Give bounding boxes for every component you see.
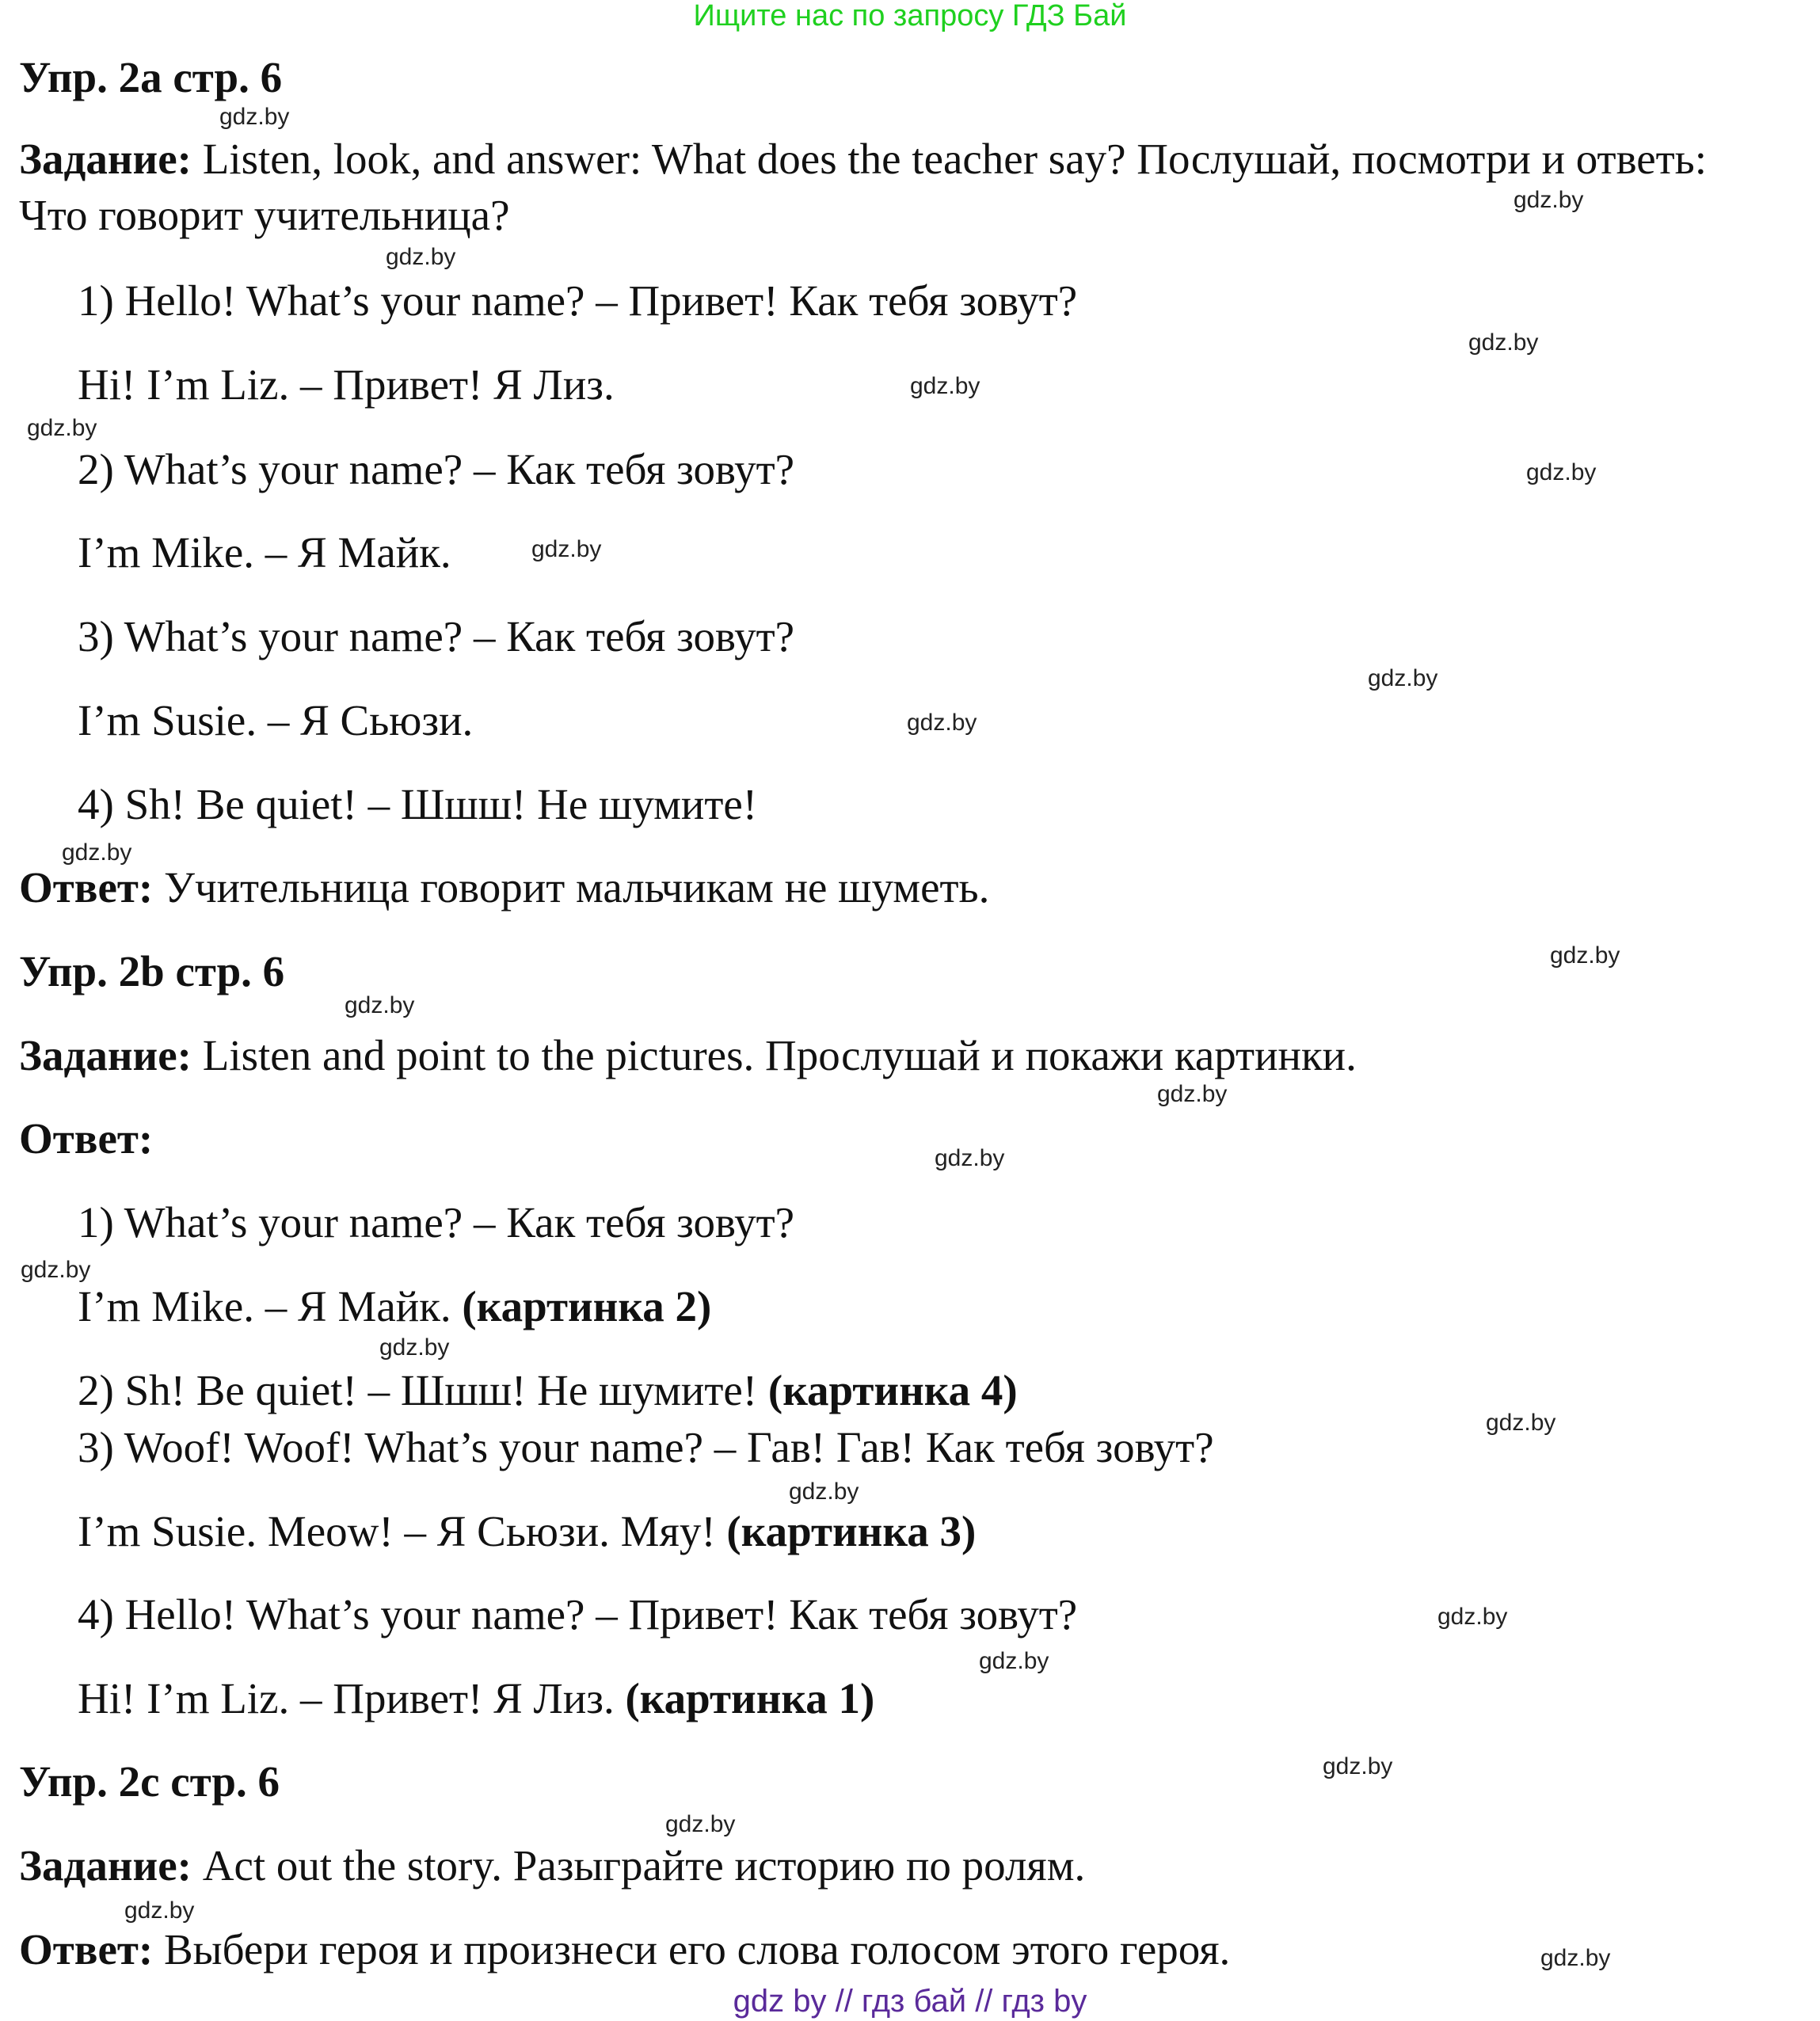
task-label: Задание: <box>19 1841 192 1890</box>
watermark: gdz.by <box>1540 1945 1611 1971</box>
exercise-2b-line-3 <box>78 1368 1018 1412</box>
exercise-2c-answer <box>19 1925 1231 1973</box>
exercise-2c-task <box>19 1841 1086 1890</box>
line-text: 3) Woof! Woof! What’s your name? – Гав! Гав! Как тебя зовут? <box>78 1423 1214 1471</box>
task-text: Act out the story. Разыграйте историю по ролям. <box>191 1841 1086 1890</box>
answer-text: Учительница говорит мальчикам не шуметь. <box>153 863 990 912</box>
watermark: gdz.by <box>979 1648 1049 1674</box>
exercise-2b-line-2 <box>78 1282 712 1330</box>
exercise-2c-title: Упр. 2c стр. 6 <box>19 1757 280 1806</box>
answer-label: Ответ: <box>19 1114 154 1163</box>
answer-label: Ответ: <box>19 1925 154 1973</box>
exercise-2b-line-1 <box>78 1198 795 1246</box>
line-text: 1) What’s your name? – Как тебя зовут? <box>78 1198 795 1246</box>
watermark: gdz.by <box>219 104 290 130</box>
exercise-2a-line-5: 3) What’s your name? – Как тебя зовут? <box>78 612 795 660</box>
watermark: gdz.by <box>1526 459 1597 485</box>
exercise-2a-line-6: I’m Susie. – Я Сьюзи. <box>78 696 474 744</box>
exercise-2a-task-continued: Что говорит учительница? <box>19 191 510 239</box>
exercise-2b-line-5 <box>78 1509 976 1553</box>
task-label: Задание: <box>19 135 192 183</box>
watermark: gdz.by <box>21 1257 91 1283</box>
picture-ref: (картинка 4) <box>767 1366 1018 1414</box>
line-text: Hi! I’m Liz. – Привет! Я Лиз. <box>78 1674 626 1722</box>
watermark: gdz.by <box>345 992 415 1018</box>
task-label: Задание: <box>19 1031 192 1079</box>
exercise-2a-line-1: 1) Hello! What’s your name? – Привет! Как тебя зовут? <box>78 276 1078 325</box>
watermark: gdz.by <box>907 710 977 736</box>
watermark: gdz.by <box>935 1145 1005 1171</box>
task-text: Listen, look, and answer: What does the teacher say? Послушай, посмотри и ответь: <box>191 135 1708 183</box>
answer-label: Ответ: <box>19 863 154 912</box>
exercise-2b-answer-label <box>19 1114 154 1163</box>
watermark: gdz.by <box>1157 1081 1228 1107</box>
line-text: 2) Sh! Be quiet! – Шшш! Не шумите! <box>78 1366 768 1414</box>
exercise-2a-line-2: Hi! I’m Liz. – Привет! Я Лиз. <box>78 360 615 409</box>
exercise-2b-line-4 <box>78 1425 1214 1469</box>
exercise-2a-task <box>19 137 1707 181</box>
watermark: gdz.by <box>124 1897 195 1924</box>
watermark: gdz.by <box>386 244 456 270</box>
watermark: gdz.by <box>1323 1753 1393 1779</box>
exercise-2a-line-4: I’m Mike. – Я Майк. <box>78 528 451 577</box>
bottom-banner[interactable]: gdz by // гдз бай // гдз by <box>733 1984 1087 2019</box>
exercise-2a-answer <box>19 863 990 912</box>
line-text: I’m Mike. – Я Майк. <box>78 1282 463 1330</box>
watermark: gdz.by <box>27 415 97 441</box>
watermark: gdz.by <box>62 839 132 866</box>
watermark: gdz.by <box>1550 942 1620 969</box>
watermark: gdz.by <box>531 536 602 562</box>
exercise-2a-line-3: 2) What’s your name? – Как тебя зовут? <box>78 445 795 493</box>
picture-ref: (картинка 3) <box>726 1507 977 1555</box>
watermark: gdz.by <box>1368 665 1438 691</box>
picture-ref: (картинка 1) <box>625 1674 875 1722</box>
watermark: gdz.by <box>1437 1604 1508 1630</box>
exercise-2a-line-7: 4) Sh! Be quiet! – Шшш! Не шумите! <box>78 780 758 828</box>
exercise-2b-task <box>19 1033 1357 1077</box>
watermark: gdz.by <box>789 1479 859 1505</box>
exercise-2b-line-7 <box>78 1674 875 1722</box>
watermark: gdz.by <box>379 1334 450 1361</box>
line-text: I’m Susie. Meow! – Я Сьюзи. Мяу! <box>78 1507 727 1555</box>
exercise-2b-title: Упр. 2b стр. 6 <box>19 947 285 995</box>
answer-text: Выбери героя и произнеси его слова голосом этого героя. <box>153 1925 1231 1973</box>
watermark: gdz.by <box>1468 329 1539 356</box>
watermark: gdz.by <box>665 1811 736 1837</box>
exercise-2b-line-6 <box>78 1590 1078 1638</box>
task-text: Listen and point to the pictures. Прослушай и покажи картинки. <box>191 1031 1357 1079</box>
watermark: gdz.by <box>1513 187 1584 213</box>
watermark: gdz.by <box>1486 1410 1556 1436</box>
picture-ref: (картинка 2) <box>462 1282 712 1330</box>
watermark: gdz.by <box>910 373 980 399</box>
exercise-2a-title: Упр. 2a стр. 6 <box>19 53 283 101</box>
line-text: 4) Hello! What’s your name? – Привет! Как тебя зовут? <box>78 1590 1078 1638</box>
top-banner[interactable]: Ищите нас по запросу ГДЗ Бай <box>693 0 1127 32</box>
